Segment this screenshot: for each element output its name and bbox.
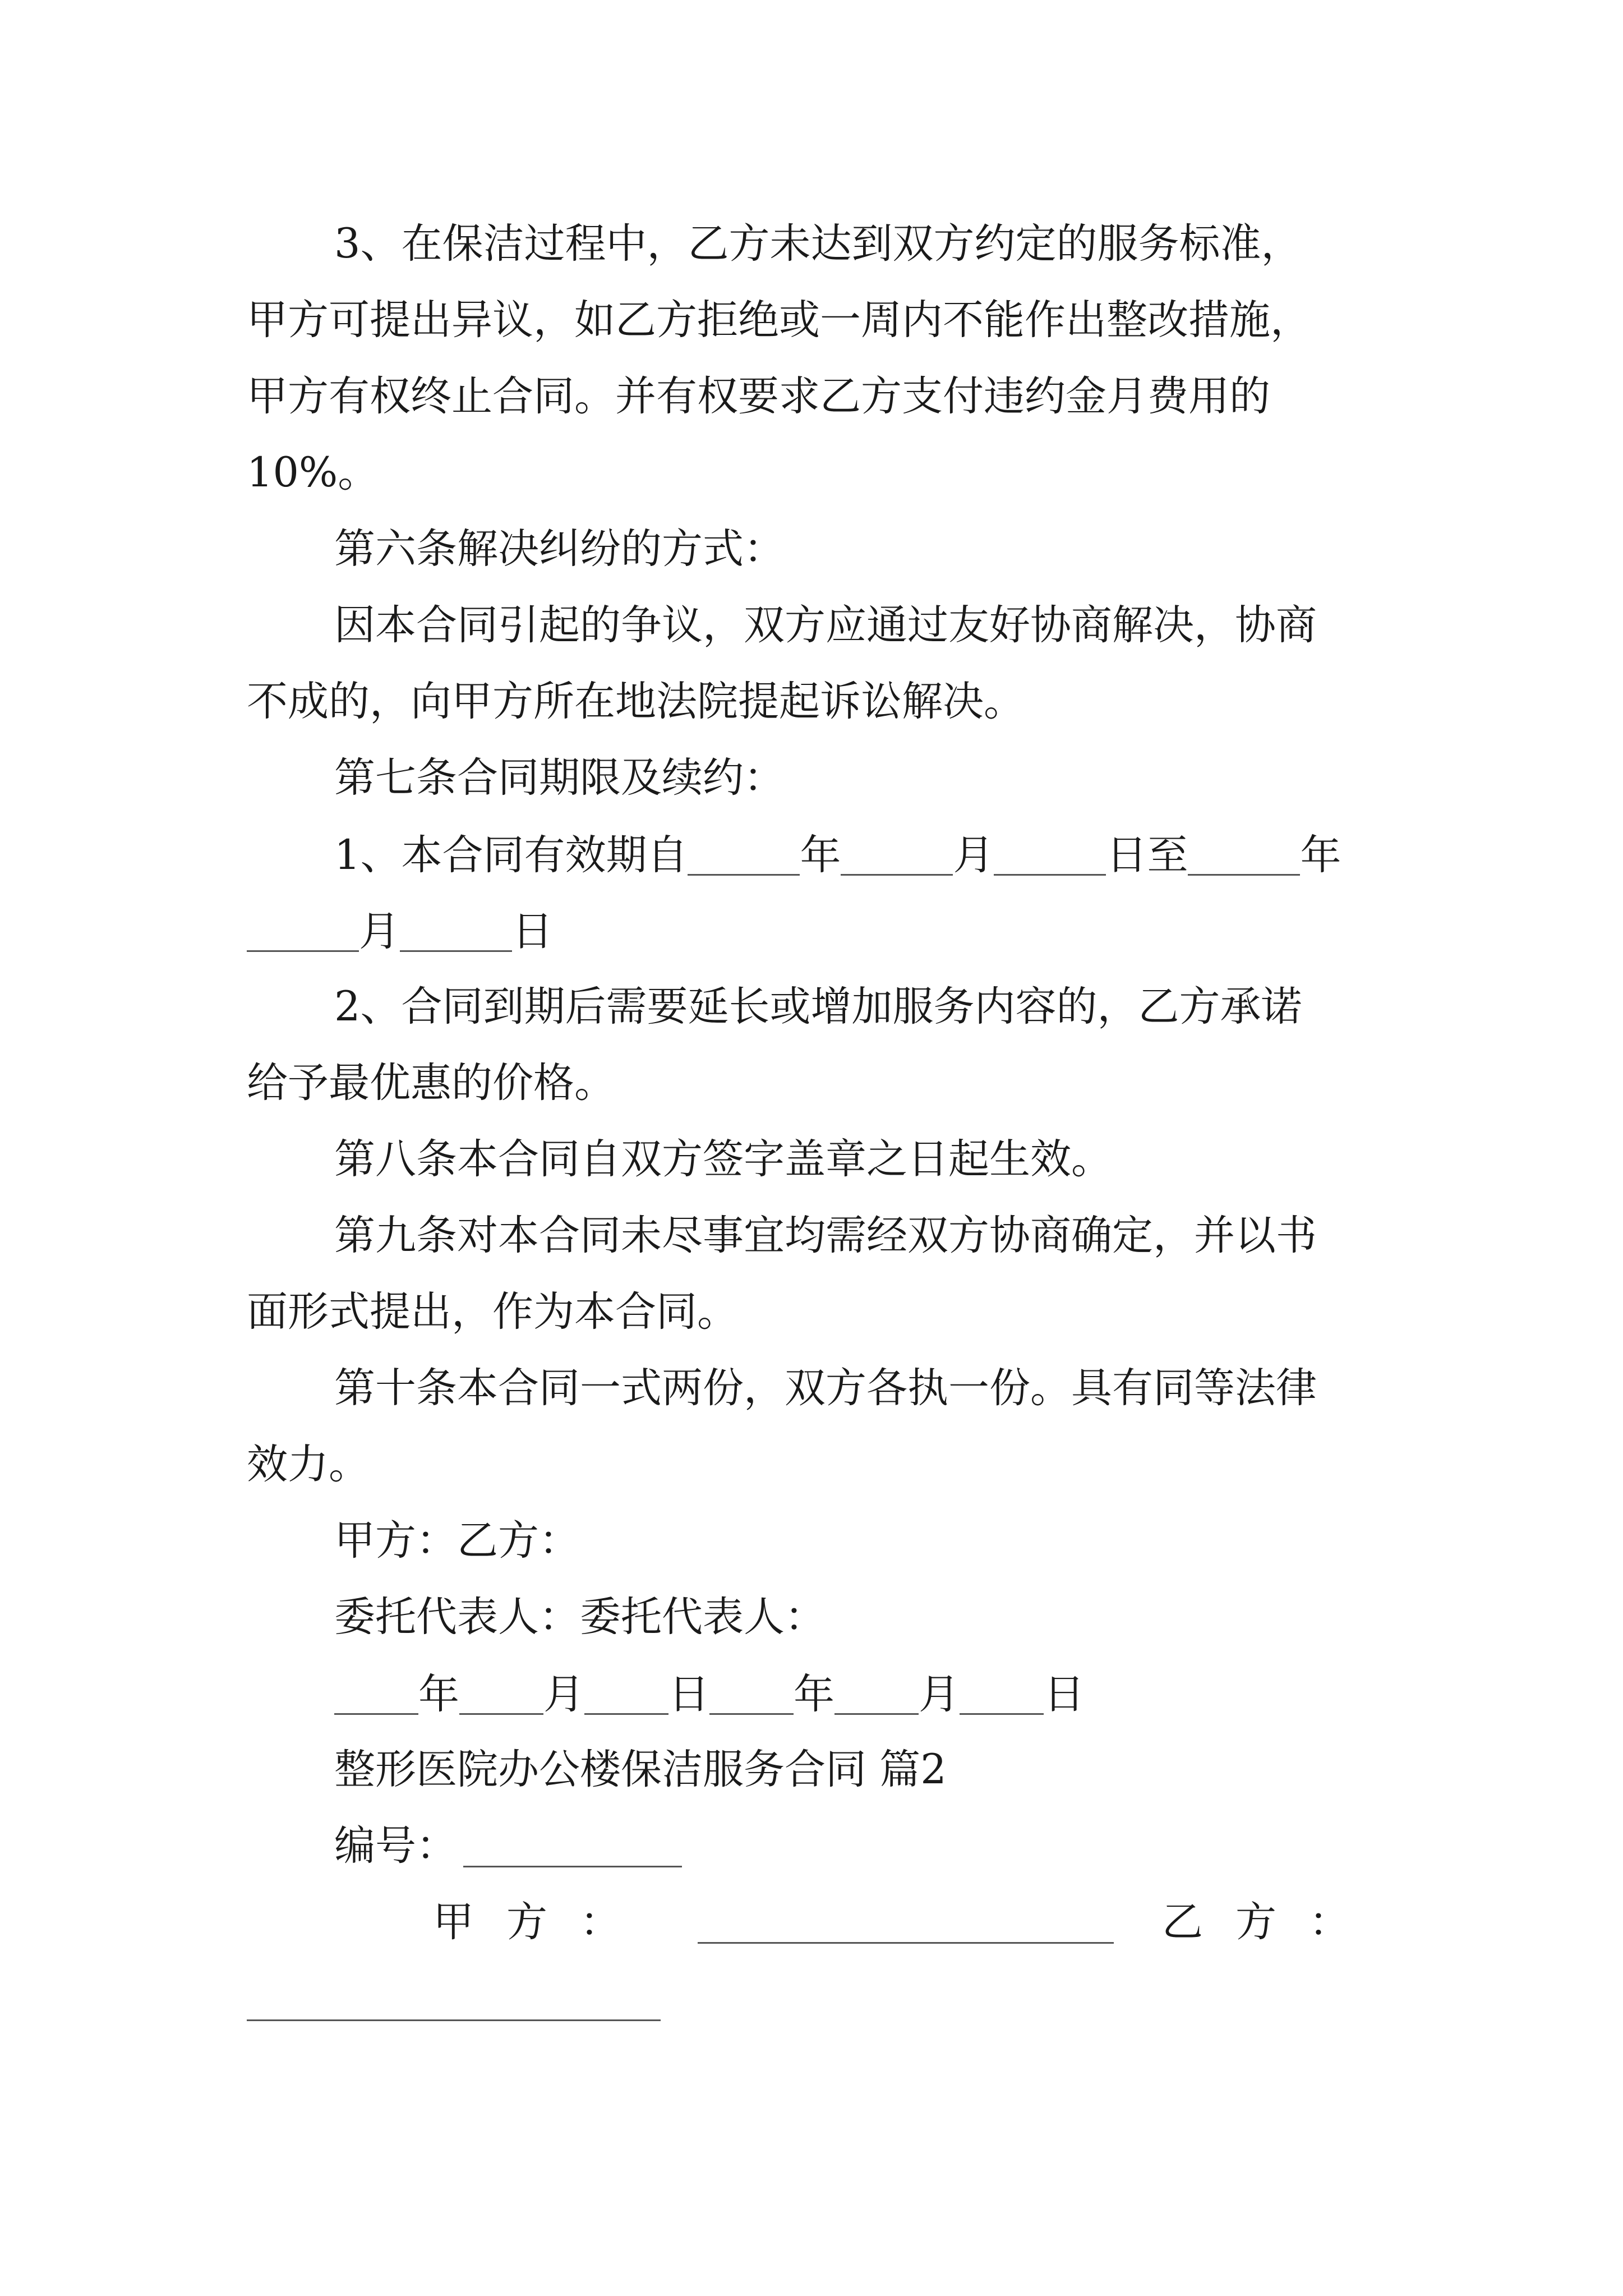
section-title-part-2: 整形医院办公楼保洁服务合同 篇2 — [334, 1746, 947, 1793]
signature-parties: 甲方：乙方： — [334, 1517, 580, 1565]
signature-dates — [334, 1671, 1085, 1718]
contract-number-blank — [463, 1866, 682, 1867]
article-6-line-1: 因本合同引起的争议，双方应通过友好协商解决，协商 — [334, 601, 1317, 649]
article-7-heading: 第七条合同期限及续约： — [334, 754, 785, 802]
article-6-line-2: 不成的，向甲方所在地法院提起诉讼解决。 — [247, 678, 1025, 725]
party-a-blank — [698, 1942, 1114, 1944]
article-9-line-2: 面形式提出，作为本合同。 — [247, 1288, 738, 1336]
article-6-heading: 第六条解决纠纷的方式： — [334, 525, 785, 573]
sign-year-label-a: 年 — [418, 1671, 459, 1718]
article-7-term-line-2 — [247, 908, 553, 955]
end-month-label: 月 — [359, 908, 400, 955]
day-to-label: 日至 — [1106, 831, 1188, 879]
clause-3-line-4: 10%。 — [247, 449, 379, 496]
sign-year-label-b: 年 — [794, 1671, 834, 1718]
sign-day-label-a: 日 — [668, 1671, 709, 1718]
party-a-label: 甲方： — [433, 1898, 653, 1946]
end-day-label: 日 — [512, 908, 553, 955]
sign-year-blank-a — [334, 1673, 418, 1715]
end-month-blank — [247, 910, 359, 952]
sign-month-label-a: 月 — [543, 1671, 584, 1718]
article-7-renewal-line-2: 给予最优惠的价格。 — [247, 1059, 615, 1107]
end-year-label: 年 — [1300, 831, 1341, 879]
article-10-line-2: 效力。 — [247, 1441, 370, 1488]
article-7-term-line-1 — [334, 831, 1341, 879]
term-start-label: 1、本合同有效期自 — [334, 831, 688, 879]
sign-year-blank-b — [709, 1673, 794, 1715]
signature-representatives: 委托代表人：委托代表人： — [334, 1593, 826, 1641]
start-month-blank — [841, 834, 953, 876]
sign-month-label-b: 月 — [919, 1671, 960, 1718]
clause-3-line-2: 甲方可提出异议，如乙方拒绝或一周内不能作出整改措施， — [247, 296, 1311, 344]
contract-number-label: 编号： — [334, 1822, 457, 1870]
article-8: 第八条本合同自双方签字盖章之日起生效。 — [334, 1135, 1112, 1183]
article-9-line-1: 第九条对本合同未尽事宜均需经双方协商确定，并以书 — [334, 1212, 1317, 1259]
sign-month-blank-a — [459, 1673, 543, 1715]
sign-month-blank-b — [834, 1673, 919, 1715]
sign-day-label-b: 日 — [1044, 1671, 1085, 1718]
clause-3-line-3: 甲方有权终止合同。并有权要求乙方支付违约金月费用的 — [247, 372, 1270, 420]
start-day-blank — [994, 834, 1106, 876]
end-year-blank — [1188, 834, 1300, 876]
end-day-blank — [400, 910, 512, 952]
party-b-blank — [247, 2019, 661, 2021]
year-label: 年 — [800, 831, 841, 879]
party-b-label: 乙方： — [1162, 1898, 1382, 1946]
article-7-renewal-line-1: 2、合同到期后需要延长或增加服务内容的，乙方承诺 — [334, 983, 1302, 1030]
month-label: 月 — [953, 831, 994, 879]
article-10-line-1: 第十条本合同一式两份，双方各执一份。具有同等法律 — [334, 1364, 1317, 1412]
sign-day-blank-a — [584, 1673, 668, 1715]
clause-3-line-1: 3、在保洁过程中，乙方未达到双方约定的服务标准， — [334, 220, 1302, 268]
start-year-blank — [688, 834, 800, 876]
sign-day-blank-b — [960, 1673, 1044, 1715]
